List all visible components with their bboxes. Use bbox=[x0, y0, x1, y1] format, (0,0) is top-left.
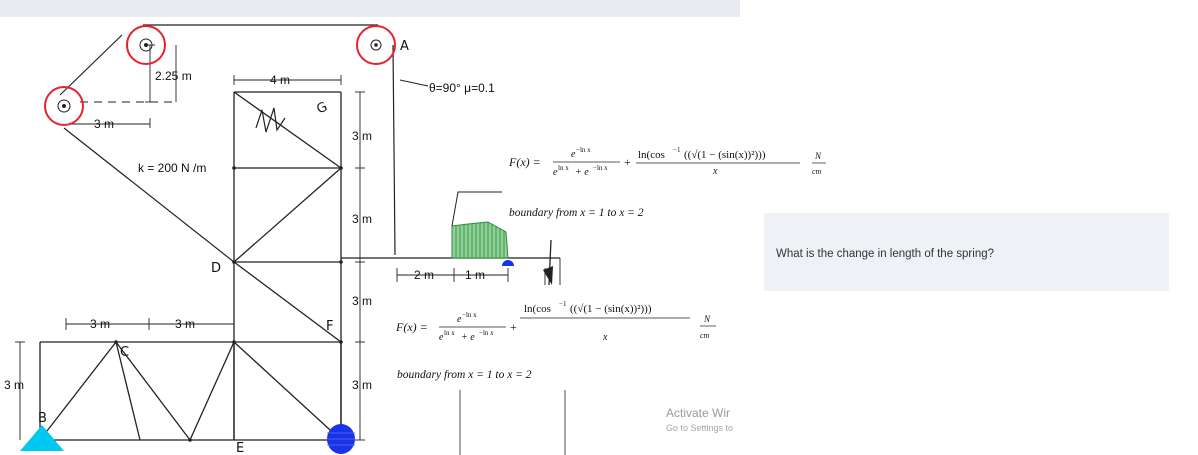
svg-text:boundary from x = 1 to x = 2: boundary from x = 1 to x = 2 bbox=[509, 207, 644, 219]
dim-label-3m-bottom-mid: 3 m bbox=[175, 317, 196, 331]
activate-watermark: Activate Wir bbox=[666, 406, 731, 420]
force-formula-lower bbox=[395, 300, 716, 381]
svg-text:−ln x: −ln x bbox=[479, 329, 494, 337]
dim-label-3m-2: 3 m bbox=[352, 212, 373, 226]
svg-text:ln x: ln x bbox=[444, 329, 455, 337]
dim-label-3m-1: 3 m bbox=[352, 129, 373, 143]
svg-text:+: + bbox=[510, 320, 517, 334]
svg-text:cm: cm bbox=[700, 331, 710, 340]
svg-text:F(x) =: F(x) = bbox=[509, 155, 541, 169]
svg-text:boundary from x = 1 to x = 2: boundary from x = 1 to x = 2 bbox=[397, 369, 532, 381]
dim-label-2-25m: 2.25 m bbox=[155, 69, 192, 83]
dim-label-3m-far-left: 3 m bbox=[4, 378, 25, 392]
svg-text:−1: −1 bbox=[673, 146, 681, 154]
node-label-b: B bbox=[38, 411, 47, 426]
svg-text:x: x bbox=[603, 332, 608, 343]
svg-text:+: + bbox=[624, 155, 631, 169]
question-panel bbox=[764, 213, 1169, 291]
svg-text:−ln x: −ln x bbox=[576, 146, 591, 154]
svg-text:ln(cos: ln(cos bbox=[638, 149, 665, 161]
joints bbox=[114, 166, 343, 442]
svg-text:−ln x: −ln x bbox=[593, 164, 608, 172]
dim-label-3m-pulley: 3 m bbox=[94, 117, 115, 131]
pulley-left bbox=[45, 87, 83, 125]
node-label-g: G bbox=[314, 99, 330, 118]
point-load-arrow bbox=[543, 240, 553, 285]
svg-text:−ln x: −ln x bbox=[462, 311, 477, 319]
dim-label-4m: 4 m bbox=[270, 73, 291, 87]
svg-text:−1: −1 bbox=[559, 300, 567, 308]
svg-text:F(x) =: F(x) = bbox=[396, 320, 428, 334]
node-label-f: F bbox=[326, 319, 334, 334]
spring-constant-label: k = 200 N /m bbox=[138, 161, 207, 175]
question-text: What is the change in length of the spring? bbox=[776, 248, 995, 260]
svg-text:x: x bbox=[713, 166, 718, 177]
svg-text:e: e bbox=[457, 314, 462, 325]
dim-label-2m: 2 m bbox=[414, 268, 435, 282]
pulley-top-left bbox=[127, 26, 165, 64]
node-label-c: C bbox=[120, 345, 130, 360]
svg-text:cm: cm bbox=[812, 167, 822, 176]
dim-label-3m-4: 3 m bbox=[352, 378, 373, 392]
svg-text:e: e bbox=[553, 167, 558, 178]
svg-text:e: e bbox=[571, 149, 576, 160]
node-label-e: E bbox=[236, 441, 245, 455]
svg-text:+ e: + e bbox=[461, 332, 475, 343]
svg-text:((√(1 − (sin(x))²))): ((√(1 − (sin(x))²))) bbox=[684, 149, 766, 161]
svg-text:e: e bbox=[439, 332, 444, 343]
pulley-top-right bbox=[357, 26, 395, 64]
force-formula-upper bbox=[508, 146, 826, 219]
settings-watermark: Go to Settings to bbox=[666, 423, 734, 433]
svg-text:+ e: + e bbox=[575, 167, 589, 178]
distributed-load bbox=[452, 192, 508, 258]
svg-text:N: N bbox=[815, 151, 822, 161]
node-label-d: D bbox=[211, 261, 222, 276]
dim-label-3m-3: 3 m bbox=[352, 294, 373, 308]
dim-label-3m-bottom-left: 3 m bbox=[90, 317, 111, 331]
svg-text:ln(cos: ln(cos bbox=[524, 303, 551, 315]
node-label-a: A bbox=[400, 39, 409, 54]
spring-zigzag bbox=[256, 108, 285, 132]
svg-text:N: N bbox=[704, 314, 711, 324]
angle-friction-label: θ=90° μ=0.1 bbox=[429, 81, 495, 95]
svg-text:ln x: ln x bbox=[558, 164, 569, 172]
small-support bbox=[502, 260, 514, 266]
svg-text:((√(1 − (sin(x))²))): ((√(1 − (sin(x))²))) bbox=[570, 303, 652, 315]
dim-label-1m: 1 m bbox=[465, 268, 486, 282]
pin-support bbox=[20, 425, 64, 451]
